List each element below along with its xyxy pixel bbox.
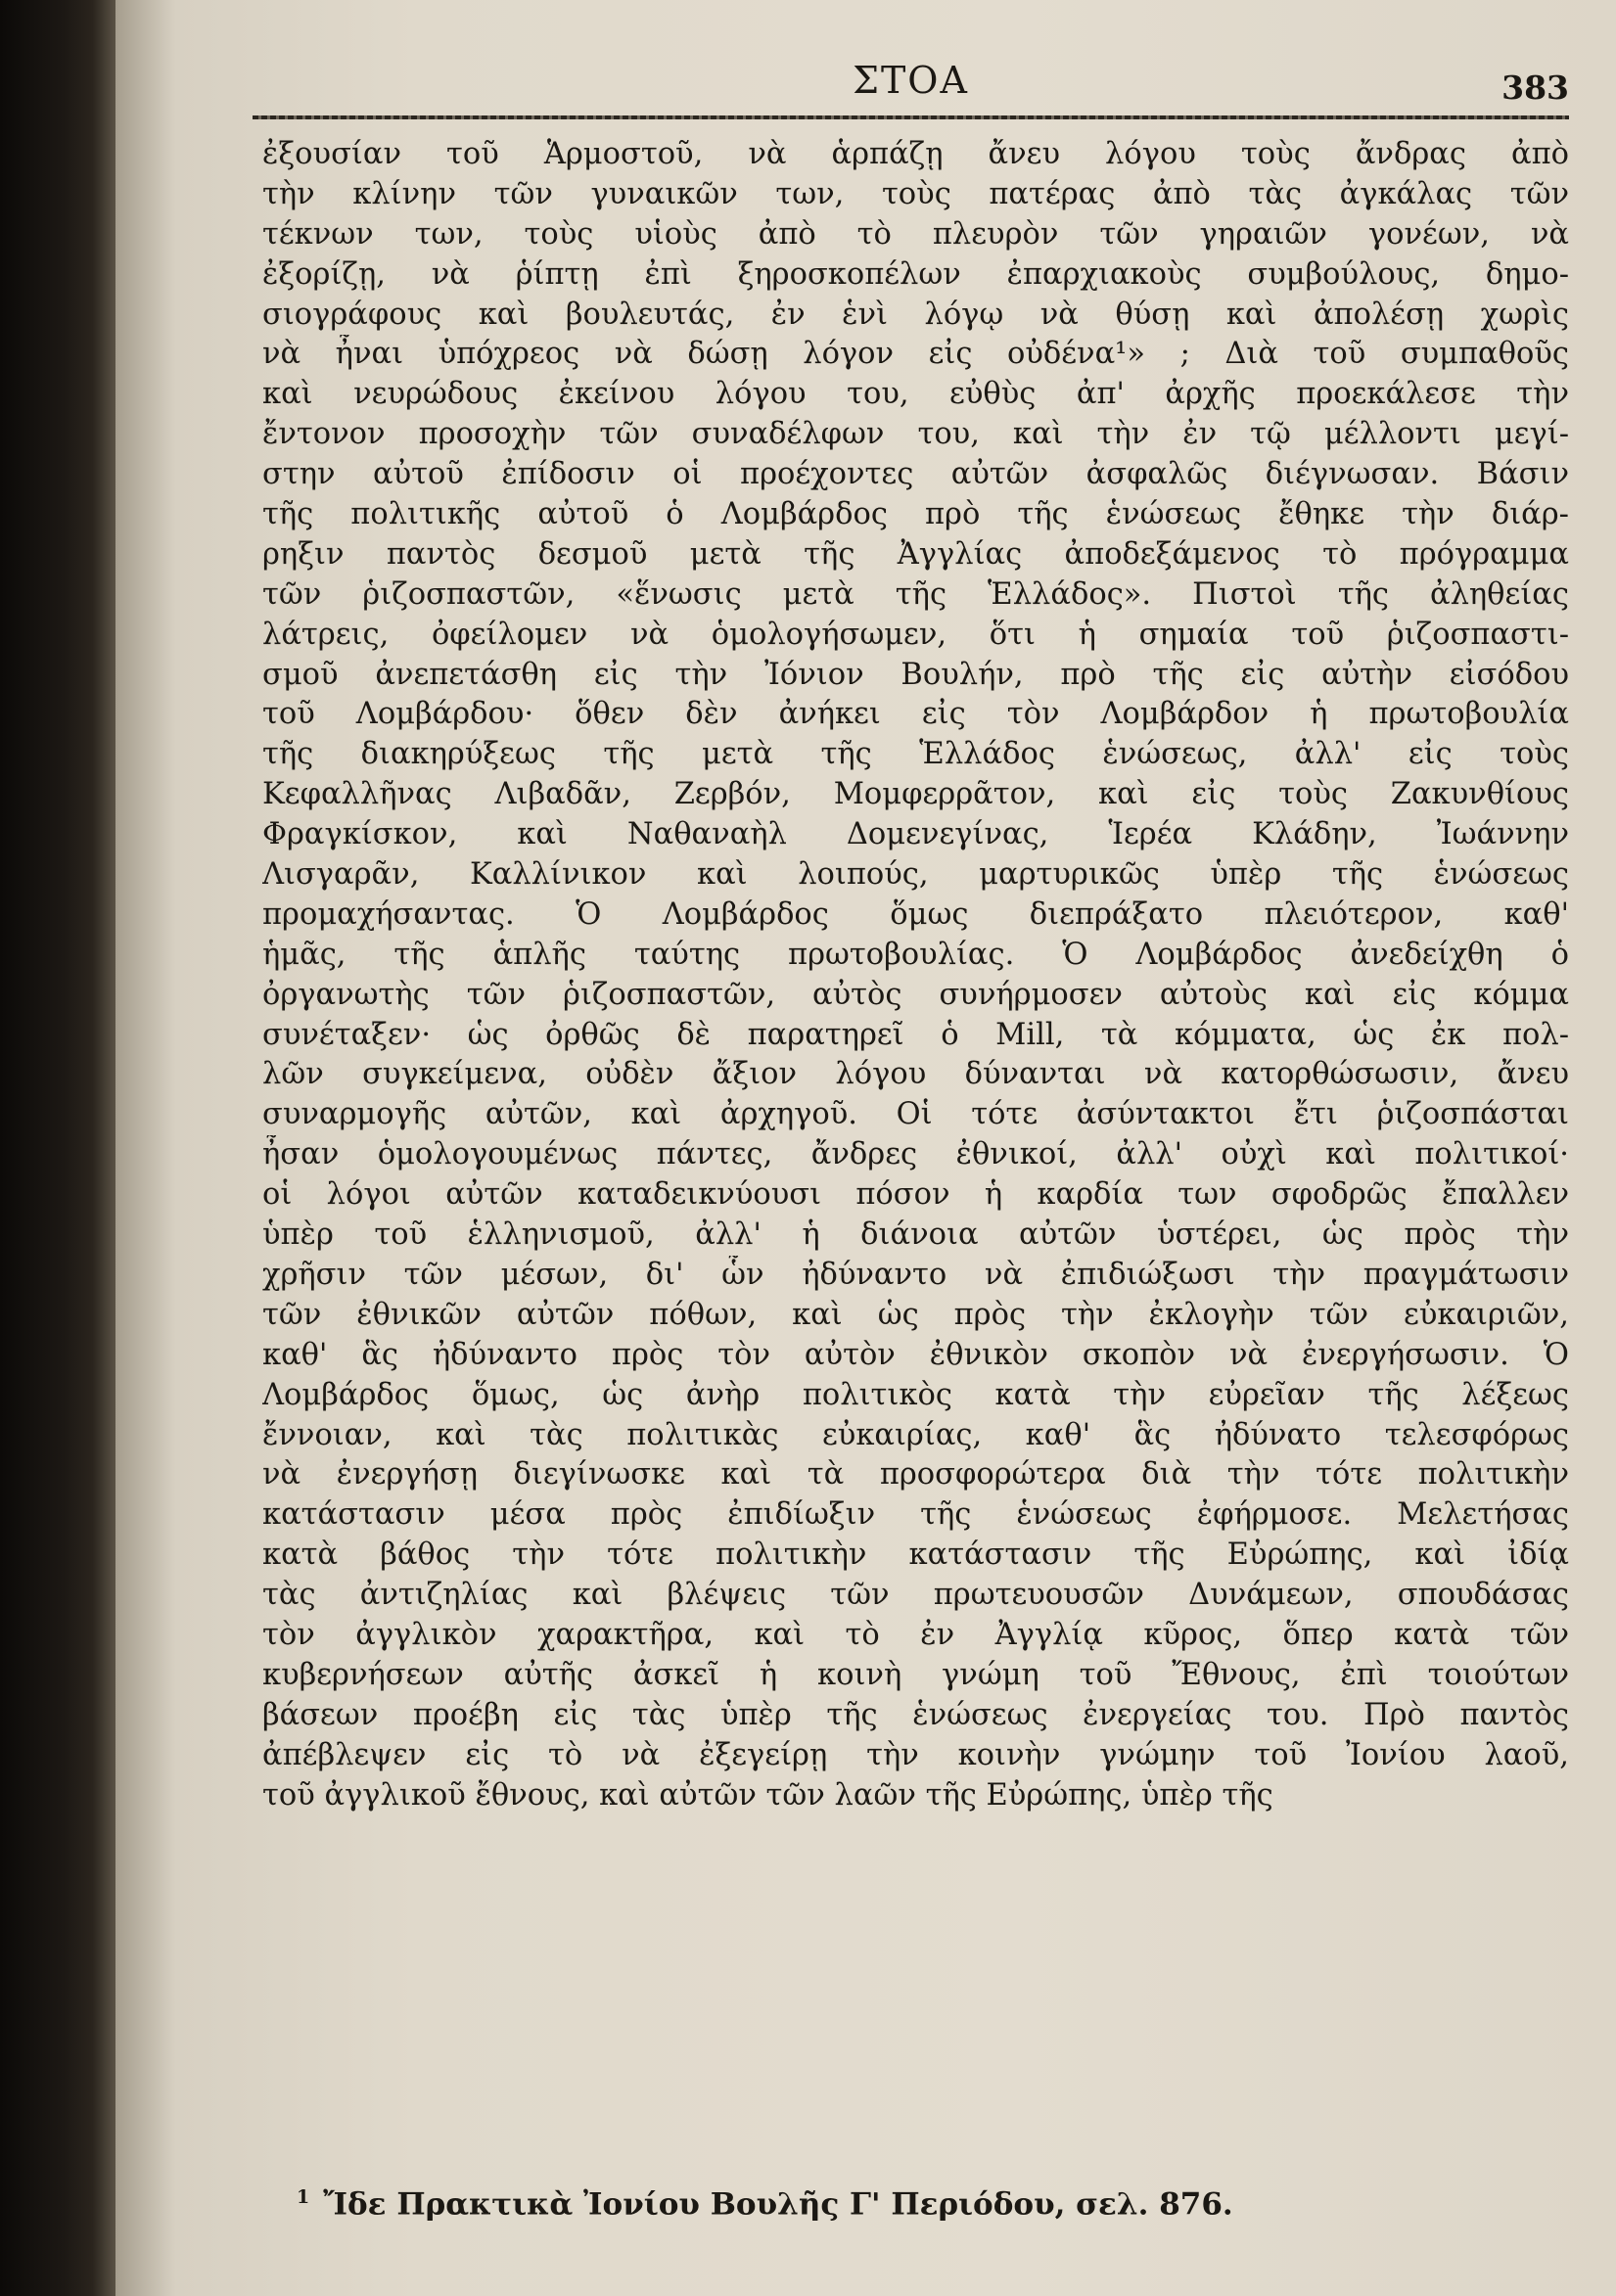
text-line: τὸν ἀγγλικὸν χαρακτῆρα, καὶ τὸ ἐν Ἀγγλίᾳ κῦρος, ὅπερ κατὰ τῶν — [262, 1617, 1569, 1652]
text-line: τῶν ἐθνικῶν αὐτῶν πόθων, καὶ ὡς πρὸς τὴν ἐκλογὴν τῶν εὐκαιριῶν, — [262, 1297, 1569, 1332]
text-line: τέκνων των, τοὺς υἱοὺς ἀπὸ τὸ πλευρὸν τῶν γηραιῶν γονέων, νὰ — [262, 216, 1569, 252]
page-number: 383 — [1501, 69, 1569, 107]
footnote-marker: 1 — [297, 2186, 310, 2208]
text-line: κυβερνήσεων αὐτῆς ἀσκεῖ ἡ κοινὴ γνώμη τοῦ Ἔθνους, ἐπὶ τοιούτων — [262, 1657, 1569, 1692]
text-line: τοῦ ἀγγλικοῦ ἔθνους, καὶ αὐτῶν τῶν λαῶν τῆς Εὐρώπης, ὑπὲρ τῆς — [262, 1777, 1273, 1813]
text-line: συναρμογῆς αὐτῶν, καὶ ἀρχηγοῦ. Οἱ τότε ἀσύντακτοι ἔτι ῥιζοσπάσται — [262, 1097, 1569, 1132]
text-line: ἦσαν ὁμολογουμένως πάντες, ἄνδρες ἐθνικοί, ἀλλ' οὐχὶ καὶ πολιτικοί· — [262, 1137, 1569, 1172]
text-line: σιογράφους καὶ βουλευτάς, ἐν ἑνὶ λόγῳ νὰ θύσῃ καὶ ἀπολέσῃ χωρὶς — [262, 297, 1569, 332]
text-line: Λισγαρᾶν, Καλλίνικον καὶ λοιπούς, μαρτυρικῶς ὑπὲρ τῆς ἑνώσεως — [262, 857, 1569, 893]
text-line: βάσεων προέβη εἰς τὰς ὑπὲρ τῆς ἑνώσεως ἐνεργείας του. Πρὸ παντὸς — [262, 1697, 1569, 1732]
text-line: τῆς πολιτικῆς αὐτοῦ ὁ Λομβάρδος πρὸ τῆς ἑνώσεως ἔθηκε τὴν διάρ- — [262, 497, 1569, 532]
text-line: Κεφαλλῆνας Λιβαδᾶν, Ζερβόν, Μομφερρᾶτον, καὶ εἰς τοὺς Ζακυνθίους — [262, 777, 1569, 812]
text-line: στην αὐτοῦ ἐπίδοσιν οἱ προέχοντες αὐτῶν ἀσφαλῶς διέγνωσαν. Βάσιν — [262, 457, 1569, 492]
book-page — [115, 0, 1616, 2296]
text-line: χρῆσιν τῶν μέσων, δι' ὧν ἠδύναντο νὰ ἐπιδιώξωσι τὴν πραγμάτωσιν — [262, 1257, 1569, 1292]
text-line: τὰς ἀντιζηλίας καὶ βλέψεις τῶν πρωτευουσῶν Δυνάμεων, σπουδάσας — [262, 1578, 1569, 1613]
text-line: ἐξορίζῃ, νὰ ῥίπτῃ ἐπὶ ξηροσκοπέλων ἐπαρχιακοὺς συμβούλους, δημο- — [262, 256, 1569, 292]
text-line: ρηξιν παντὸς δεσμοῦ μετὰ τῆς Ἀγγλίας ἀποδεξάμενος τὸ πρόγραμμα — [262, 536, 1569, 572]
text-line: τὴν κλίνην τῶν γυναικῶν των, τοὺς πατέρας ἀπὸ τὰς ἀγκάλας τῶν — [262, 176, 1569, 211]
text-line: κατάστασιν μέσα πρὸς ἐπιδίωξιν τῆς ἑνώσεως ἐφήρμοσε. Μελετήσας — [262, 1497, 1569, 1533]
text-line: ὑπὲρ τοῦ ἑλληνισμοῦ, ἀλλ' ἡ διάνοια αὐτῶν ὑστέρει, ὡς πρὸς τὴν — [262, 1217, 1569, 1253]
text-line: ὀργανωτὴς τῶν ῥιζοσπαστῶν, αὐτὸς συνήρμοσεν αὐτοὺς καὶ εἰς κόμμα — [262, 977, 1569, 1012]
text-line: τῶν ῥιζοσπαστῶν, «ἕνωσις μετὰ τῆς Ἑλλάδος». Πιστοὶ τῆς ἀληθείας — [262, 576, 1569, 612]
text-line: ἔντονον προσοχὴν τῶν συναδέλφων του, καὶ τὴν ἐν τῷ μέλλοντι μεγί- — [262, 417, 1569, 452]
text-line: νὰ ἐνεργήσῃ διεγίνωσκε καὶ τὰ προσφορώτερα διὰ τὴν τότε πολιτικὴν — [262, 1457, 1569, 1492]
page-header — [253, 59, 1569, 114]
book-binding-shadow — [0, 0, 115, 2296]
text-line: λῶν συγκείμενα, οὐδὲν ἄξιον λόγου δύνανται νὰ κατορθώσωσιν, ἄνευ — [262, 1057, 1569, 1092]
text-line: τῆς διακηρύξεως τῆς μετὰ τῆς Ἑλλάδος ἑνώσεως, ἀλλ' εἰς τοὺς — [262, 737, 1569, 772]
text-line: καθ' ἃς ἠδύναντο πρὸς τὸν αὐτὸν ἐθνικὸν σκοπὸν νὰ ἐνεργήσωσιν. Ὁ — [262, 1337, 1569, 1372]
text-line: συνέταξεν· ὡς ὀρθῶς δὲ παρατηρεῖ ὁ Mill, τὰ κόμματα, ὡς ἐκ πολ- — [262, 1017, 1569, 1052]
text-line: Φραγκίσκον, καὶ Ναθαναὴλ Δομενεγίνας, Ἱερέα Κλάδην, Ἰωάννην — [262, 817, 1569, 852]
body-text — [262, 135, 1569, 1815]
text-line: λάτρεις, ὀφείλομεν νὰ ὁμολογήσωμεν, ὅτι ἡ σημαία τοῦ ῥιζοσπαστι- — [262, 617, 1569, 652]
text-line: κατὰ βάθος τὴν τότε πολιτικὴν κατάστασιν τῆς Εὐρώπης, καὶ ἰδίᾳ — [262, 1538, 1569, 1573]
text-line: νὰ ἦναι ὑπόχρεος νὰ δώσῃ λόγον εἰς οὐδένα¹» ; Διὰ τοῦ συμπαθοῦς — [262, 337, 1569, 372]
footnote — [297, 2175, 1569, 2227]
text-line: προμαχήσαντας. Ὁ Λομβάρδος ὅμως διεπράξατο πλειότερον, καθ' — [262, 896, 1569, 932]
text-line: Λομβάρδος ὅμως, ὡς ἀνὴρ πολιτικὸς κατὰ τὴν εὐρεῖαν τῆς λέξεως — [262, 1377, 1569, 1412]
text-line: καὶ νευρώδους ἐκείνου λόγου του, εὐθὺς ἀπ' ἀρχῆς προεκάλεσε τὴν — [262, 377, 1569, 412]
text-line: τοῦ Λομβάρδου· ὅθεν δὲν ἀνήκει εἰς τὸν Λομβάρδον ἡ πρωτοβουλία — [262, 697, 1569, 732]
header-rule — [253, 115, 1569, 119]
running-title: ΣΤΟΑ — [853, 59, 969, 102]
text-line: ἐξουσίαν τοῦ Ἁρμοστοῦ, νὰ ἁρπάζῃ ἄνευ λόγου τοὺς ἄνδρας ἀπὸ — [262, 137, 1569, 171]
text-line: ἀπέβλεψεν εἰς τὸ νὰ ἐξεγείρῃ τὴν κοινὴν γνώμην τοῦ Ἰονίου λαοῦ, — [262, 1737, 1569, 1772]
text-line: ἔννοιαν, καὶ τὰς πολιτικὰς εὐκαιρίας, καθ' ἃς ἠδύνατο τελεσφόρως — [262, 1417, 1569, 1452]
text-line: σμοῦ ἀνεπετάσθη εἰς τὴν Ἰόνιον Βουλήν, πρὸ τῆς εἰς αὐτὴν εἰσόδου — [262, 657, 1569, 692]
footnote-text: Ἴδε Πρακτικὰ Ἰονίου Βουλῆς Γ' Περιόδου, σελ. 876. — [323, 2186, 1233, 2223]
text-line: οἱ λόγοι αὐτῶν καταδεικνύουσι πόσον ἡ καρδία των σφοδρῶς ἔπαλλεν — [262, 1177, 1569, 1213]
text-line: ἡμᾶς, τῆς ἁπλῆς ταύτης πρωτοβουλίας. Ὁ Λομβάρδος ἀνεδείχθη ὁ — [262, 937, 1569, 972]
